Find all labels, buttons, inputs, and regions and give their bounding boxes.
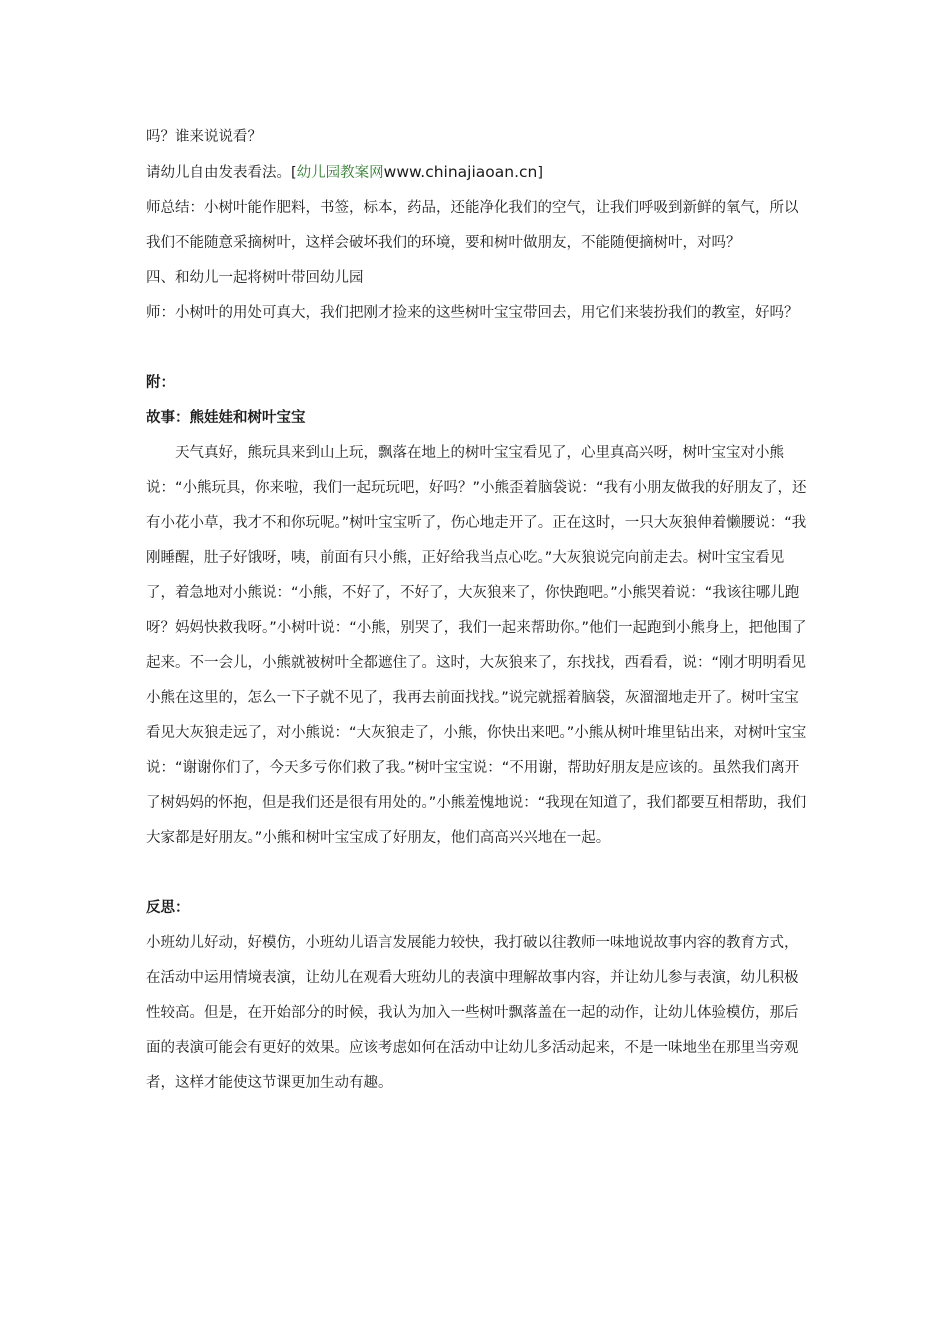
reflection-label: 反思： xyxy=(146,900,190,916)
step-four-heading: 四、和幼儿一起将树叶带回幼儿园 xyxy=(146,270,364,286)
teacher-summary: 师总结：小树叶能作肥料，书签，标本，药品，还能净化我们的空气，让我们呼吸到新鲜的氧气，所以我们不能随意采摘树叶，这样会破坏我们的环境，要和树叶做朋友，不能随便摘树叶，对吗？ xyxy=(146,200,799,251)
source-bracket-close: ] xyxy=(537,165,544,181)
spacer xyxy=(146,856,810,891)
document-body xyxy=(146,120,810,1101)
source-url-link[interactable]: www.chinajiaoan.cn xyxy=(383,163,538,181)
free-discussion-line xyxy=(146,155,810,191)
source-site-link[interactable]: 幼儿园教案网 xyxy=(296,165,384,181)
story-text: 天气真好，熊玩具来到山上玩，飘落在地上的树叶宝宝看见了，心里真高兴呀，树叶宝宝对小熊说：“小熊玩具，你来啦，我们一起玩玩吧，好吗？”小熊歪着脑袋说：“我有小朋友做我的好朋友了，还有小花小草，我才不和你玩呢。”树叶宝宝听了，伤心地走开了。正在这时，一只大灰狼伸着懒腰说：“我刚睡醒，肚子好饿呀，咦，前面有只小熊，正好给我当点心吃。”大灰狼说完向前走去。树叶宝宝看见了，着急地对小熊说：“小熊，不好了，不好了，大灰狼来了，你快跑吧。”小熊哭着说：“我该往哪儿跑呀？妈妈快救我呀。”小树叶说：“小熊，别哭了，我们一起来帮助你。”他们一起跑到小熊身上，把他围了起来。不一会儿，小熊就被树叶全都遮住了。这时，大灰狼来了，东找找，西看看，说：“刚才明明看见小熊在这里的，怎么一下子就不见了，我再去前面找找。”说完就摇着脑袋，灰溜溜地走开了。树叶宝宝看见大灰狼走远了，对小熊说：“大灰狼走了，小熊，你快出来吧。”小熊从树叶堆里钻出来，对树叶宝宝说：“谢谢你们了，今天多亏你们救了我。”树叶宝宝说：“不用谢，帮助好朋友是应该的。虽然我们离开了树妈妈的怀抱，但是我们还是很有用处的。”小熊羞愧地说：“我现在知道了，我们都要互相帮助，我们大家都是好朋友。”小熊和树叶宝宝成了好朋友，他们高高兴兴地在一起。 xyxy=(146,445,807,846)
teacher-closing: 师：小树叶的用处可真大，我们把刚才捡来的这些树叶宝宝带回去，用它们来装扮我们的教室，好吗？ xyxy=(146,305,799,321)
free-discussion-text: 请幼儿自由发表看法。 xyxy=(146,165,291,181)
appendix-label: 附： xyxy=(146,375,175,391)
story-title: 故事：熊娃娃和树叶宝宝 xyxy=(146,410,306,426)
reflection-text: 小班幼儿好动，好模仿，小班幼儿语言发展能力较快，我打破以往教师一味地说故事内容的教育方式，在活动中运用情境表演，让幼儿在观看大班幼儿的表演中理解故事内容，并让幼儿参与表演，幼儿积极性较高。但是，在开始部分的时候，我认为加入一些树叶飘落盖在一起的动作，让幼儿体验模仿，那后面的表演可能会有更好的效果。应该考虑如何在活动中让幼儿多活动起来，不是一味地坐在那里当旁观者，这样才能使这节课更加生动有趣。 xyxy=(146,935,799,1091)
question-line: 吗？谁来说说看？ xyxy=(146,129,262,145)
source-bracket-open: [ xyxy=(291,165,297,181)
spacer xyxy=(146,331,810,366)
